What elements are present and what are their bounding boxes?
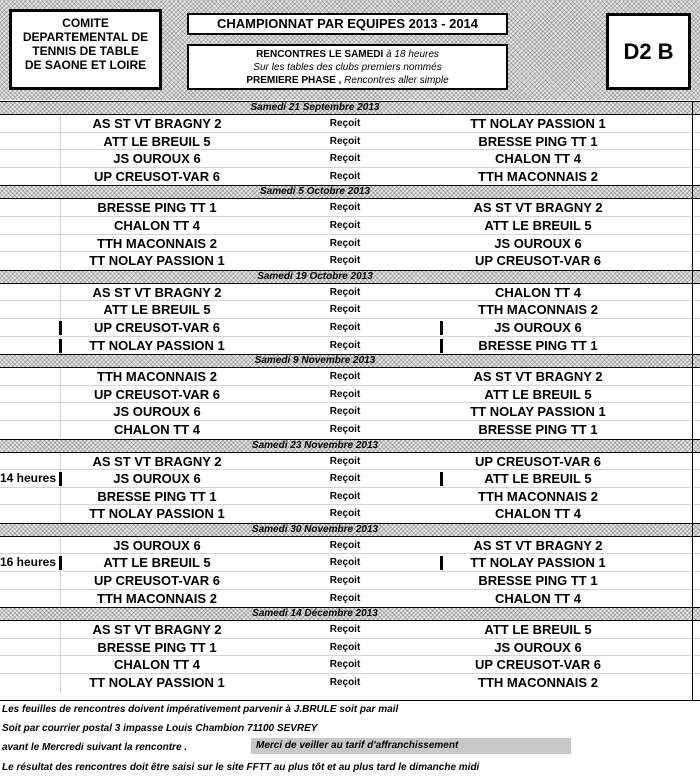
info-phase: PREMIERE PHASE , [246, 75, 342, 86]
home-team: CHALON TT 4 [114, 657, 200, 673]
away-team: BRESSE PING TT 1 [478, 337, 598, 353]
round-matches [0, 284, 700, 354]
away-team: TTH MACONNAIS 2 [478, 488, 598, 504]
footer-line: avant le Mercredi suivant la rencontre . [2, 742, 188, 753]
home-team: TT NOLAY PASSION 1 [89, 337, 225, 353]
recoit-label: Reçoit [329, 592, 361, 604]
match-row [0, 115, 700, 133]
home-team: UP CREUSOT-VAR 6 [94, 319, 220, 335]
home-team: BRESSE PING TT 1 [97, 488, 217, 504]
home-team: JS OUROUX 6 [113, 471, 201, 487]
match-row [0, 554, 700, 572]
away-team: ATT LE BREUIL 5 [484, 386, 592, 402]
match-time-note: 16 heures [0, 555, 57, 570]
round-date [0, 270, 700, 284]
home-team: AS ST VT BRAGNY 2 [92, 116, 222, 131]
recoit-label: Reçoit [329, 677, 361, 689]
home-team: AS ST VT BRAGNY 2 [92, 284, 222, 300]
away-team: CHALON TT 4 [495, 590, 581, 606]
match-row [0, 386, 700, 404]
recoit-label: Reçoit [329, 237, 361, 249]
recoit-label: Reçoit [329, 219, 361, 231]
row-marker [59, 339, 62, 353]
match-row [0, 639, 700, 657]
table-border [692, 101, 693, 701]
recoit-label: Reçoit [329, 455, 361, 467]
away-team: ATT LE BREUIL 5 [484, 471, 592, 487]
home-team: ATT LE BREUIL 5 [103, 555, 211, 571]
info-heure: à 18 heures [386, 49, 439, 60]
recoit-label: Reçoit [329, 641, 361, 653]
round-date-label: Samedi 21 Septembre 2013 [250, 102, 380, 113]
row-marker [440, 339, 443, 353]
comite-line: TENNIS DE TABLE [32, 44, 139, 58]
home-team: UP CREUSOT-VAR 6 [94, 168, 220, 184]
recoit-label: Reçoit [329, 539, 361, 551]
home-team: JS OUROUX 6 [113, 404, 201, 420]
match-row [0, 488, 700, 506]
match-row [0, 284, 700, 302]
recoit-label: Reçoit [329, 371, 361, 383]
away-team: BRESSE PING TT 1 [478, 133, 598, 149]
match-row [0, 368, 700, 386]
round-matches [0, 368, 700, 438]
footer-line: Soit par courrier postal 3 impasse Louis Chambion 71100 SEVREY [2, 723, 318, 734]
recoit-label: Reçoit [329, 473, 361, 485]
away-team: TTH MACONNAIS 2 [478, 675, 598, 691]
home-team: JS OUROUX 6 [113, 151, 201, 167]
recoit-label: Reçoit [329, 508, 361, 520]
match-row [0, 470, 700, 488]
match-row [0, 301, 700, 319]
match-row [0, 656, 700, 674]
recoit-label: Reçoit [329, 153, 361, 165]
info-line-phase [189, 74, 506, 87]
away-team: TT NOLAY PASSION 1 [470, 116, 606, 131]
home-team: UP CREUSOT-VAR 6 [94, 573, 220, 589]
home-team: BRESSE PING TT 1 [97, 639, 217, 655]
row-marker [440, 556, 443, 570]
away-team: BRESSE PING TT 1 [478, 421, 598, 437]
round-date-label: Samedi 5 Octobre 2013 [259, 186, 371, 198]
home-team: BRESSE PING TT 1 [97, 200, 217, 216]
schedule-table [0, 101, 700, 692]
round-date-label: Samedi 30 Novembre 2013 [251, 523, 379, 535]
match-row [0, 453, 700, 471]
row-marker [59, 321, 62, 335]
recoit-label: Reçoit [329, 388, 361, 400]
away-team: CHALON TT 4 [495, 284, 581, 300]
recoit-label: Reçoit [329, 490, 361, 502]
match-row [0, 150, 700, 168]
comite-box [9, 9, 162, 90]
match-row [0, 537, 700, 555]
round-matches [0, 453, 700, 523]
home-team: ATT LE BREUIL 5 [103, 302, 211, 318]
match-row [0, 421, 700, 439]
recoit-label: Reçoit [329, 321, 361, 333]
comite-line: COMITE [62, 16, 109, 30]
info-box [187, 44, 508, 90]
away-team: ATT LE BREUIL 5 [484, 217, 592, 233]
match-row [0, 621, 700, 639]
match-row [0, 252, 700, 270]
round-date [0, 523, 700, 537]
comite-line: DEPARTEMENTAL DE [22, 30, 149, 44]
row-marker [440, 472, 443, 486]
recoit-label: Reçoit [329, 659, 361, 671]
home-team: TTH MACONNAIS 2 [97, 369, 217, 385]
away-team: JS OUROUX 6 [494, 319, 582, 335]
match-time-note: 14 heures [0, 471, 57, 486]
recoit-label: Reçoit [329, 406, 361, 418]
recoit-label: Reçoit [329, 118, 361, 129]
away-team: AS ST VT BRAGNY 2 [473, 537, 603, 553]
match-row [0, 403, 700, 421]
recoit-label: Reçoit [329, 202, 361, 214]
away-team: TT NOLAY PASSION 1 [470, 404, 606, 420]
match-row [0, 337, 700, 355]
info-rencontres: RENCONTRES LE SAMEDI [256, 49, 384, 60]
round-matches [0, 537, 700, 607]
recoit-label: Reçoit [329, 339, 361, 351]
away-team: JS OUROUX 6 [494, 639, 582, 655]
recoit-label: Reçoit [329, 286, 361, 298]
match-row [0, 217, 700, 235]
round-date [0, 354, 700, 368]
round-date-label: Samedi 19 Octobre 2013 [257, 270, 373, 282]
footer-line: Les feuilles de rencontres doivent impérativement parvenir à J.BRULE soit par mail [2, 704, 399, 715]
away-team: UP CREUSOT-VAR 6 [475, 657, 601, 673]
away-team: UP CREUSOT-VAR 6 [475, 453, 601, 469]
home-team: CHALON TT 4 [114, 421, 200, 437]
match-row [0, 319, 700, 337]
away-team: TTH MACONNAIS 2 [478, 168, 598, 184]
round-date [0, 101, 700, 115]
round-matches [0, 621, 700, 691]
division-badge: D2 B [606, 13, 691, 90]
page-header [0, 0, 700, 100]
away-team: CHALON TT 4 [495, 506, 581, 522]
round-matches [0, 115, 700, 185]
recoit-label: Reçoit [329, 624, 361, 636]
recoit-label: Reçoit [329, 575, 361, 587]
away-team: AS ST VT BRAGNY 2 [473, 200, 603, 216]
home-team: ATT LE BREUIL 5 [103, 133, 211, 149]
comite-line: DE SAONE ET LOIRE [24, 58, 147, 72]
recoit-label: Reçoit [329, 135, 361, 147]
round-date [0, 439, 700, 453]
match-row [0, 199, 700, 217]
home-team: CHALON TT 4 [114, 217, 200, 233]
home-team: AS ST VT BRAGNY 2 [92, 453, 222, 469]
championnat-title: CHAMPIONNAT PAR EQUIPES 2013 - 2014 [187, 13, 508, 35]
row-marker [59, 472, 62, 486]
home-team: JS OUROUX 6 [113, 537, 201, 553]
away-team: ATT LE BREUIL 5 [484, 622, 592, 638]
away-team: BRESSE PING TT 1 [478, 573, 598, 589]
recoit-label: Reçoit [329, 304, 361, 316]
round-date-label: Samedi 23 Novembre 2013 [251, 439, 379, 451]
away-team: UP CREUSOT-VAR 6 [475, 253, 601, 269]
recoit-label: Reçoit [329, 423, 361, 435]
row-marker [440, 321, 443, 335]
match-row [0, 674, 700, 692]
round-date [0, 607, 700, 621]
round-matches [0, 199, 700, 269]
home-team: TT NOLAY PASSION 1 [89, 253, 225, 269]
merci-note: Merci de veiller au tarif d'affranchissement [251, 738, 571, 754]
match-row [0, 590, 700, 608]
round-date-label: Samedi 14 Décembre 2013 [252, 608, 378, 620]
round-date [0, 185, 700, 199]
recoit-label: Reçoit [329, 170, 361, 182]
info-aller: Rencontres aller simple [344, 75, 449, 86]
match-row [0, 133, 700, 151]
row-marker [59, 556, 62, 570]
home-team: TT NOLAY PASSION 1 [89, 675, 225, 691]
match-row [0, 572, 700, 590]
info-line-rencontres [189, 48, 506, 61]
away-team: TTH MACONNAIS 2 [478, 302, 598, 318]
home-team: TTH MACONNAIS 2 [97, 590, 217, 606]
round-date-label: Samedi 9 Novembre 2013 [254, 355, 376, 367]
away-team: AS ST VT BRAGNY 2 [473, 369, 603, 385]
footer-line: Le résultat des rencontres doit être saisi sur le site FFTT au plus tôt et au plus tard le dimanche midi [2, 762, 480, 773]
recoit-label: Reçoit [329, 557, 361, 569]
match-row [0, 168, 700, 186]
away-team: JS OUROUX 6 [494, 235, 582, 251]
home-team: UP CREUSOT-VAR 6 [94, 386, 220, 402]
away-team: TT NOLAY PASSION 1 [470, 555, 606, 571]
home-team: AS ST VT BRAGNY 2 [92, 622, 222, 638]
match-row [0, 235, 700, 253]
away-team: CHALON TT 4 [495, 151, 581, 167]
home-team: TTH MACONNAIS 2 [97, 235, 217, 251]
match-row [0, 505, 700, 523]
recoit-label: Reçoit [329, 255, 361, 267]
home-team: TT NOLAY PASSION 1 [89, 506, 225, 522]
info-tables: Sur les tables des clubs premiers nommés [253, 62, 442, 73]
